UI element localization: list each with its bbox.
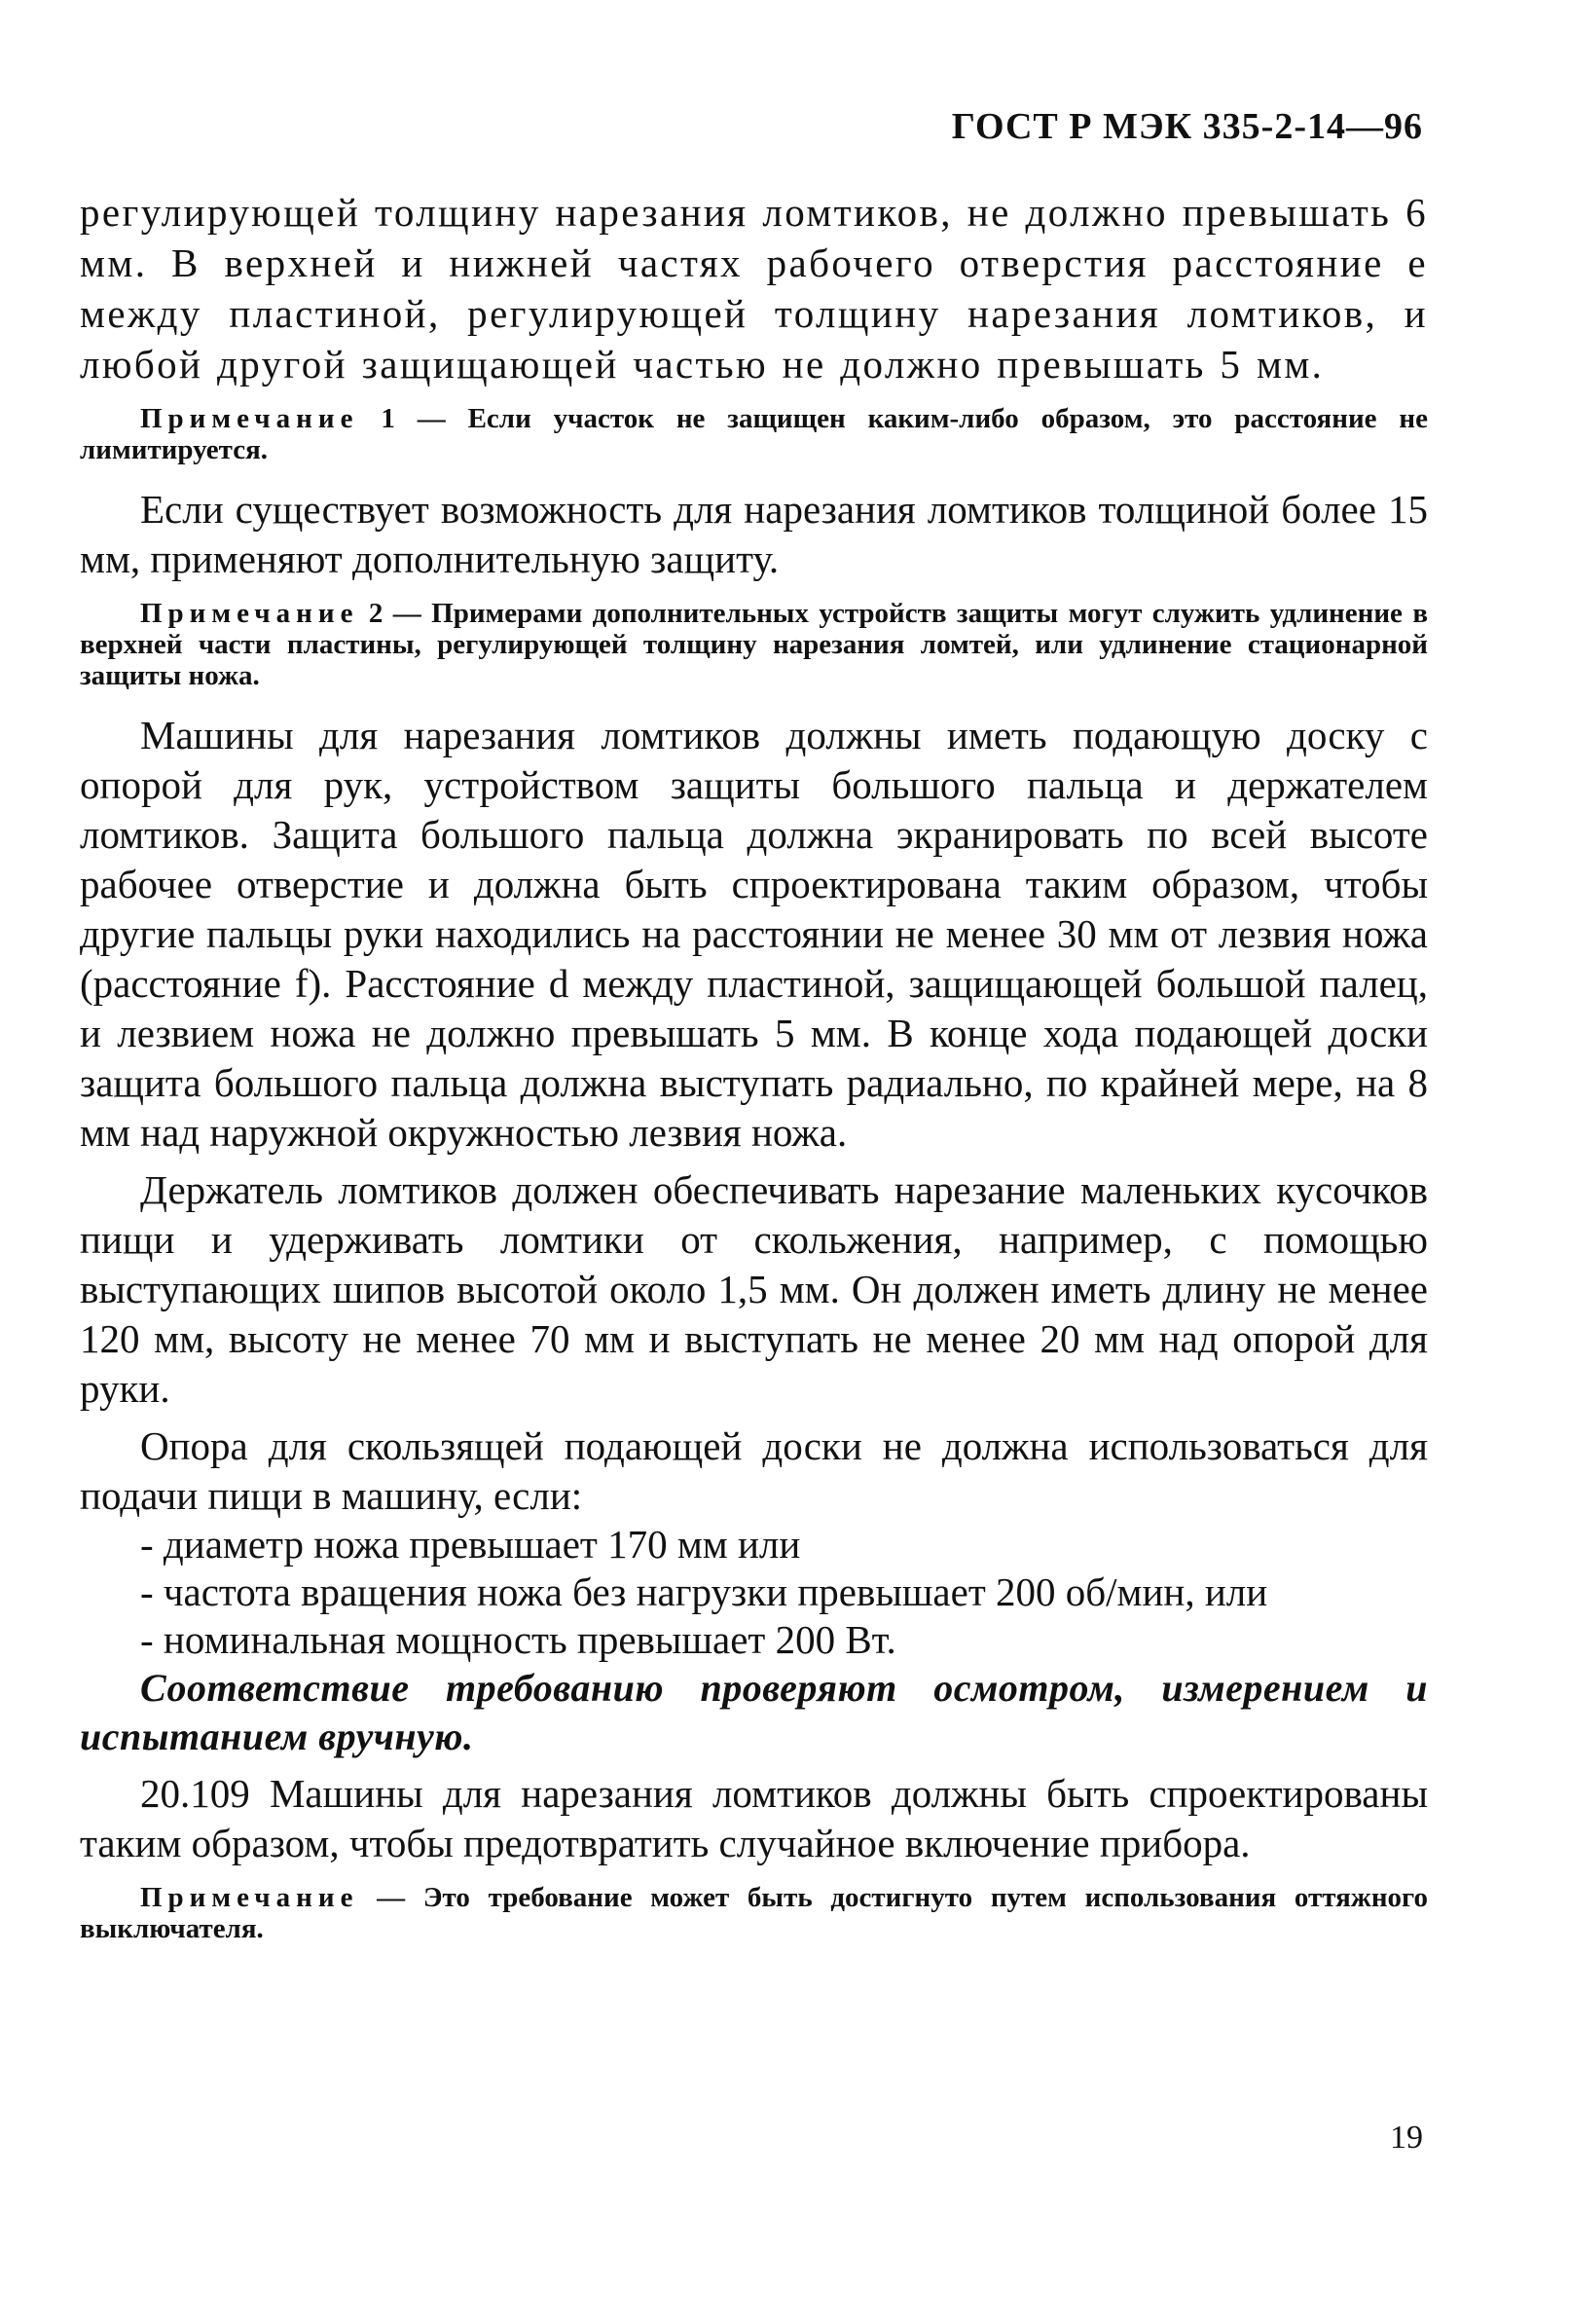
body-text	[80, 187, 1428, 1944]
paragraph-slice-holder: Держатель ломтиков должен обеспечивать нарезание маленьких кусочков пищи и удерживать ломтики от скольжения, например, с помощью выступающих шипов высотой около 1,5 мм. Он должен иметь длину не менее 120 мм, высоту не менее 70 мм и выступать не менее 20 мм над опорой для руки.	[80, 1167, 1428, 1411]
standard-header: ГОСТ Р МЭК 335-2-14—96	[951, 106, 1423, 147]
note-1-text: 1 — Если участок не защищен каким-либо образом, это расстояние не лимитируется.	[80, 403, 1428, 465]
note-3-text: — Это требование может быть достигнуто путем использования оттяжного выключателя.	[80, 1882, 1428, 1944]
note-3-label: Примечание	[140, 1882, 359, 1913]
note-1-label: Примечание	[140, 403, 359, 434]
list-item: - номинальная мощность превышает 200 Вт.	[140, 1617, 896, 1662]
note-3	[80, 1882, 1428, 1944]
paragraph-extra-protection: Если существует возможность для нарезания ломтиков толщиной более 15 мм, применяют дополнительную защиту.	[80, 487, 1428, 581]
paragraph-continuation: регулирующей толщину нарезания ломтиков, не должно превышать 6 мм. В верхней и нижней частях рабочего отверстия расстояние e между пластиной, регулирующей толщину нарезания ломтиков, и любой другой защищающей частью не должно превышать 5 мм.	[80, 190, 1428, 387]
clause-20-109: 20.109 Машины для нарезания ломтиков должны быть спроектированы таким образом, чтобы предотвратить случайное включение прибора.	[80, 1771, 1428, 1865]
note-2-text: 2 — Примерами дополнительных устройств защиты могут служить удлинение в верхней части пластины, регулирующей толщину нарезания ломтей, или удлинение стационарной защиты ножа.	[80, 598, 1428, 691]
note-2-label: Примечание	[140, 598, 359, 629]
paragraph-feeding-board: Машины для нарезания ломтиков должны иметь подающую доску с опорой для рук, устройством защиты большого пальца и держателем ломтиков. Защита большого пальца должна экранировать по всей высоте рабочее отверстие и должна быть спроектирована таким образом, чтобы другие пальцы руки находились на расстоянии не менее 30 мм от лезвия ножа (расстояние f). Расстояние d между пластиной, защищающей большой палец, и лезвием ножа не должно превышать 5 мм. В конце хода подающей доски защита большого пальца должна выступать радиально, по крайней мере, на 8 мм над наружной окружностью лезвия ножа.	[80, 713, 1428, 1155]
list-item: - диаметр ножа превышает 170 мм или	[140, 1522, 801, 1567]
list-item: - частота вращения ножа без нагрузки превышает 200 об/мин, или	[140, 1569, 1268, 1614]
note-1	[80, 403, 1428, 465]
paragraph-support-conditions: Опора для скользящей подающей доски не должна использоваться для подачи пищи в машину, если:	[80, 1423, 1428, 1518]
note-2	[80, 598, 1428, 691]
compliance-statement: Соответствие требованию проверяют осмотром, измерением и испытанием вручную.	[80, 1666, 1428, 1758]
page-number: 19	[1390, 2120, 1423, 2156]
